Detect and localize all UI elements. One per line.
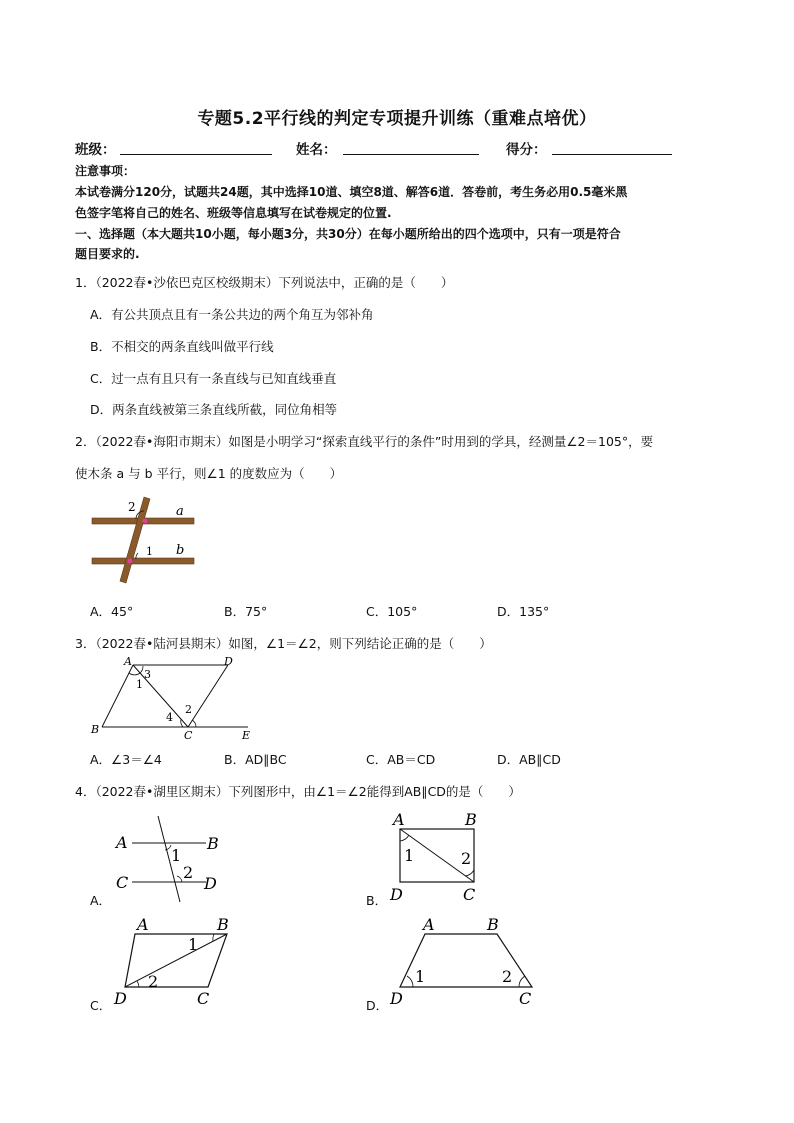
name-label: 姓名：: [296, 142, 337, 158]
q4-option-c[interactable]: C．: [90, 998, 112, 1013]
pin-bottom: [128, 559, 133, 564]
q2-stem-2: 使木条 a 与 b 平行，则∠1 的度数应为（ ）: [75, 466, 343, 481]
section-1-line-1: 一、选择题（本大题共10小题，每小题3分，共30分）在每小题所给出的四个选项中，只有一项是符合: [75, 227, 621, 241]
q4-stem: 4．（2022春•湖里区期末）下列图形中，由∠1＝∠2能得到AB∥CD的是（ ）: [75, 784, 521, 799]
q3-label-E: E: [242, 729, 251, 742]
q3-figure: [88, 655, 268, 745]
q4a-label-B: B: [207, 834, 219, 853]
q3-label-D: D: [224, 655, 233, 668]
fig-label-1: 1: [146, 545, 153, 558]
q2-option-c[interactable]: C．105°: [366, 604, 418, 619]
q3-label-C: C: [184, 729, 193, 742]
q2-figure: [90, 495, 200, 585]
q4b-label-B: B: [465, 810, 477, 829]
q1-option-c[interactable]: C．过一点有且只有一条直线与已知直线垂直: [90, 371, 337, 386]
q4a-label-1: 1: [171, 846, 182, 865]
q4b-label-1: 1: [404, 846, 415, 865]
q3-label-3: 3: [144, 668, 151, 681]
q4c-label-1: 1: [188, 935, 199, 954]
q3-label-1: 1: [136, 678, 143, 691]
score-field[interactable]: [552, 154, 672, 155]
class-field[interactable]: [120, 154, 272, 155]
q3-option-a[interactable]: A．∠3＝∠4: [90, 752, 162, 767]
q4c-label-A: A: [137, 915, 149, 934]
q4a-label-2: 2: [183, 863, 194, 882]
q4-option-a[interactable]: A．: [90, 893, 112, 908]
q2-option-d[interactable]: D．135°: [497, 604, 550, 619]
q4-figure-c[interactable]: [110, 912, 240, 1012]
fig-label-a: a: [176, 504, 184, 519]
q3-option-c[interactable]: C．AB＝CD: [366, 752, 436, 767]
fig-label-b: b: [176, 543, 185, 558]
q1-option-b[interactable]: B．不相交的两条直线叫做平行线: [90, 339, 274, 354]
q4a-label-A: A: [116, 833, 128, 852]
q4-figure-b[interactable]: [385, 808, 495, 908]
q4c-label-D: D: [114, 989, 127, 1008]
q3-label-2: 2: [185, 703, 192, 716]
q4b-label-C: C: [463, 885, 476, 904]
q4b-label-2: 2: [461, 849, 472, 868]
q4-option-b[interactable]: B．: [366, 893, 388, 908]
q4d-label-2: 2: [502, 967, 513, 986]
q4d-label-D: D: [390, 989, 403, 1008]
pin-top: [143, 519, 148, 524]
q4d-label-B: B: [487, 915, 499, 934]
q4-option-d[interactable]: D．: [366, 998, 389, 1013]
notes-heading: 注意事项：: [75, 164, 136, 178]
q3-label-B: B: [91, 723, 100, 736]
q3-stem: 3．（2022春•陆河县期末）如图，∠1＝∠2，则下列结论正确的是（ ）: [75, 636, 492, 651]
name-field[interactable]: [343, 154, 479, 155]
q1-option-a[interactable]: A．有公共顶点且有一条公共边的两个角互为邻补角: [90, 307, 374, 322]
q4d-label-1: 1: [415, 967, 426, 986]
class-label: 班级：: [75, 142, 116, 158]
q4c-label-C: C: [197, 989, 210, 1008]
notes-line-1: 本试卷满分120分，试题共24题，其中选择10道、填空8道、解答6道．答卷前，考生务必用0.5毫米黑: [75, 185, 628, 199]
q4a-label-D: D: [204, 874, 217, 893]
q3-label-A: A: [124, 655, 132, 668]
q4c-label-2: 2: [148, 972, 159, 991]
page-title: 专题5.2平行线的判定专项提升训练（重难点培优）: [197, 109, 597, 129]
q3-option-d[interactable]: D．AB∥CD: [497, 752, 561, 767]
q3-label-4: 4: [166, 711, 173, 724]
q2-option-b[interactable]: B．75°: [224, 604, 268, 619]
q4d-label-A: A: [423, 915, 435, 934]
notes-line-2: 色签字笔将自己的姓名、班级等信息填写在试卷规定的位置.: [75, 206, 392, 220]
q1-stem: 1．（2022春•沙依巴克区校级期末）下列说法中，正确的是（ ）: [75, 275, 454, 290]
q1-option-d[interactable]: D．两条直线被第三条直线所截，同位角相等: [90, 402, 338, 417]
fig-label-2: 2: [128, 500, 136, 514]
q2-option-a[interactable]: A．45°: [90, 604, 134, 619]
score-label: 得分：: [506, 142, 547, 158]
q4b-label-D: D: [390, 885, 403, 904]
q4c-label-B: B: [217, 915, 229, 934]
section-1-line-2: 题目要求的.: [75, 247, 140, 261]
q2-stem-1: 2．（2022春•海阳市期末）如图是小明学习“探索直线平行的条件”时用到的学具，经测量∠2＝105°，要: [75, 434, 654, 449]
q3-option-b[interactable]: B．AD∥BC: [224, 752, 287, 767]
q4b-label-A: A: [393, 810, 405, 829]
q4-figure-a[interactable]: [110, 812, 230, 902]
q4a-label-C: C: [116, 873, 129, 892]
q4-figure-d[interactable]: [385, 912, 545, 1012]
q4d-label-C: C: [519, 989, 532, 1008]
wood-bar-b: [92, 558, 194, 564]
